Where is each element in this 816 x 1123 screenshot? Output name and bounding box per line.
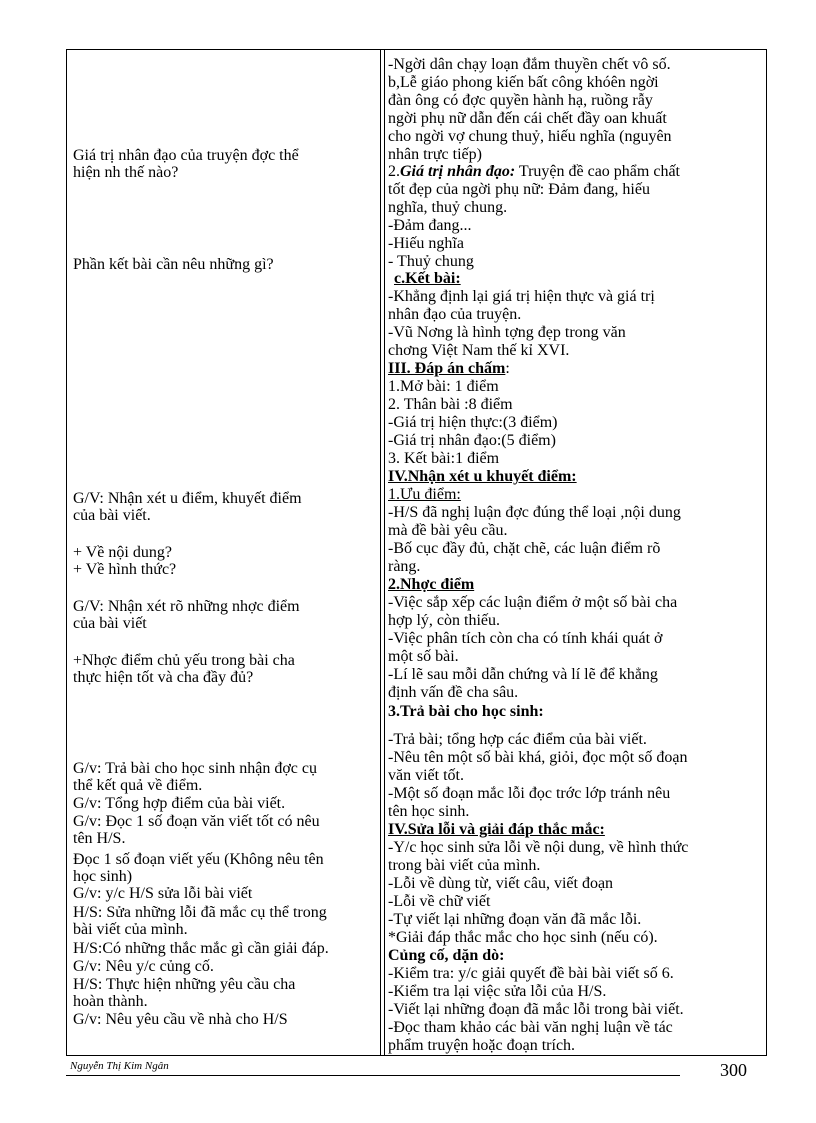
- right-text: đàn ông có đợc quyền hành hạ, ruồng rẫy: [388, 92, 653, 109]
- left-text: Giá trị nhân đạo của truyện đợc thể: [73, 147, 299, 164]
- right-text: nhân trực tiếp): [388, 146, 482, 163]
- right-text: -Y/c học sinh sửa lỗi về nội dung, về hình thức: [388, 839, 689, 856]
- right-text: một số bài.: [388, 648, 459, 665]
- left-text: của bài viết: [73, 615, 147, 632]
- right-text: -Lỗi về chữ viết: [388, 893, 491, 910]
- right-text: *Giải đáp thắc mắc cho học sinh (nếu có).: [388, 929, 658, 946]
- left-text: G/v: y/c H/S sửa lỗi bài viết: [73, 885, 253, 902]
- heading-ket-bai: c.Kết bài:: [394, 270, 461, 287]
- left-text: G/v: Tổng hợp điểm của bài viết.: [73, 795, 286, 812]
- heading-nhan-xet: IV.Nhận xét u khuyết điểm:: [388, 468, 577, 485]
- left-text: + Về hình thức?: [73, 561, 177, 578]
- right-text: -Lỗi về dùng từ, viết câu, viết đoạn: [388, 875, 614, 892]
- right-text: -Tự viết lại những đoạn văn đã mắc lỗi.: [388, 911, 642, 928]
- right-text: -Viết lại những đoạn đã mắc lỗi trong bài viết.: [388, 1001, 684, 1018]
- right-text: phẩm truyện hoặc đoạn trích.: [388, 1037, 576, 1054]
- right-text: 2. Thân bài :8 điểm: [388, 396, 513, 413]
- right-text: tên học sinh.: [388, 803, 470, 820]
- heading-text: Giá trị nhân đạo:: [400, 163, 516, 180]
- right-text: mà đề bài yêu cầu.: [388, 522, 508, 539]
- right-text: -Một số đoạn mắc lỗi đọc trớc lớp tránh nêu: [388, 785, 671, 802]
- left-text: thực hiện tốt và cha đầy đủ?: [73, 669, 254, 686]
- right-text: -Trả bài; tổng hợp các điểm của bài viết.: [388, 731, 647, 748]
- right-text: ngời phụ nữ dẫn đến cái chết đầy oan khuất: [388, 110, 667, 127]
- right-text: -Việc sắp xếp các luận điểm ở một số bài cha: [388, 594, 678, 611]
- right-text: -Giá trị nhân đạo:(5 điểm): [388, 432, 556, 449]
- heading-text: III. Đáp án chấm: [388, 360, 506, 377]
- left-text: G/v: Nêu y/c củng cố.: [73, 958, 214, 975]
- section-heading-humanitarian: [388, 163, 680, 181]
- right-text: -Hiếu nghĩa: [388, 235, 464, 252]
- left-text: H/S: Thực hiện những yêu cầu cha: [73, 976, 296, 993]
- right-text: cho ngời vợ chung thuỷ, hiếu nghĩa (nguyên: [388, 128, 672, 145]
- right-text: -H/S đã nghị luận đợc đúng thể loại ,nội dung: [388, 504, 681, 521]
- right-text: -Bố cục đầy đủ, chặt chẽ, các luận điểm rõ: [388, 540, 661, 557]
- right-text: -Nêu tên một số bài khá, giỏi, đọc một số đoạn: [388, 749, 688, 766]
- footer-author: Nguyễn Thị Kim Ngân: [70, 1060, 169, 1072]
- right-text: -Lí lẽ sau mỗi dẫn chứng và lí lẽ để khẳng: [388, 666, 658, 683]
- left-text: hiện nh thế nào?: [73, 164, 179, 181]
- heading-dap-an: [388, 360, 510, 378]
- right-text: Truyện đề cao phẩm chất: [515, 163, 680, 180]
- left-text: thể kết quả về điểm.: [73, 777, 203, 794]
- right-text: -Giá trị hiện thực:(3 điểm): [388, 414, 558, 431]
- footer-rule: [66, 1075, 680, 1076]
- right-text: 1.Mở bài: 1 điểm: [388, 378, 499, 395]
- right-text: -Đảm đang...: [388, 217, 472, 234]
- heading-tra-bai: 3.Trả bài cho học sinh:: [388, 703, 544, 720]
- right-text: :: [505, 360, 510, 377]
- right-text: -Kiểm tra: y/c giải quyết đề bài bài viết số 6.: [388, 965, 674, 982]
- right-text: 3. Kết bài:1 điểm: [388, 450, 500, 467]
- right-text: hợp lý, còn thiếu.: [388, 612, 500, 629]
- right-text: định vấn đề cha sâu.: [388, 684, 519, 701]
- left-text: G/v: Nêu yêu cầu về nhà cho H/S: [73, 1011, 288, 1028]
- right-text: b,Lễ giáo phong kiến bất công khóên ngời: [388, 74, 659, 91]
- left-text: H/S:Có những thắc mắc gì cần giải đáp.: [73, 940, 329, 957]
- right-text: văn viết tốt.: [388, 767, 464, 784]
- right-text: ràng.: [388, 558, 421, 575]
- left-text: + Về nội dung?: [73, 544, 172, 561]
- left-text: hoàn thành.: [73, 993, 148, 1010]
- left-text: Đọc 1 số đoạn viết yếu (Không nêu tên: [73, 851, 324, 868]
- left-text: học sinh): [73, 868, 133, 885]
- heading-sua-loi: IV.Sửa lỗi và giải đáp thắc mắc:: [388, 821, 605, 838]
- right-text: -Khẳng định lại giá trị hiện thực và giá trị: [388, 288, 655, 305]
- right-text: trong bài viết của mình.: [388, 857, 541, 874]
- right-text: -Ngời dân chạy loạn đắm thuyền chết vô số.: [388, 56, 671, 73]
- heading-nhuoc-diem: 2.Nhợc điểm: [388, 576, 475, 593]
- right-text: 2.: [388, 163, 400, 180]
- right-text: -Việc phân tích còn cha có tính khái quát ở: [388, 630, 663, 647]
- right-text: -Kiểm tra lại việc sửa lỗi của H/S.: [388, 983, 607, 1000]
- left-text: bài viết của mình.: [73, 921, 188, 938]
- right-text: chơng Việt Nam thế kỉ XVI.: [388, 342, 570, 359]
- right-text: -Đọc tham khảo các bài văn nghị luận về tác: [388, 1019, 673, 1036]
- left-text: G/V: Nhận xét u điểm, khuyết điểm: [73, 490, 302, 507]
- left-text: tên H/S.: [73, 830, 126, 847]
- right-text: nghĩa, thuỷ chung.: [388, 199, 508, 216]
- page-number: 300: [720, 1060, 747, 1080]
- right-text: nhân đạo của truyện.: [388, 306, 522, 323]
- right-text: - Thuỷ chung: [388, 253, 474, 270]
- left-text: G/V: Nhận xét rõ những nhợc điểm: [73, 598, 300, 615]
- left-text: G/v: Đọc 1 số đoạn văn viết tốt có nêu: [73, 813, 320, 830]
- left-text: H/S: Sửa những lỗi đã mắc cụ thể trong: [73, 904, 327, 921]
- left-text: Phần kết bài cần nêu những gì?: [73, 256, 274, 273]
- heading-cung-co: Củng cố, dặn dò:: [388, 947, 505, 964]
- right-text: tốt đẹp của ngời phụ nữ: Đảm đang, hiếu: [388, 181, 650, 198]
- column-divider: [380, 49, 381, 1056]
- right-text: -Vũ Nơng là hình tợng đẹp trong văn: [388, 324, 626, 341]
- left-text: G/v: Trả bài cho học sinh nhận đợc cụ: [73, 760, 317, 777]
- left-text: của bài viết.: [73, 507, 151, 524]
- heading-uu-diem: 1.Ưu điểm:: [388, 486, 461, 503]
- left-text: +Nhợc điểm chủ yếu trong bài cha: [73, 652, 295, 669]
- column-divider: [384, 49, 385, 1056]
